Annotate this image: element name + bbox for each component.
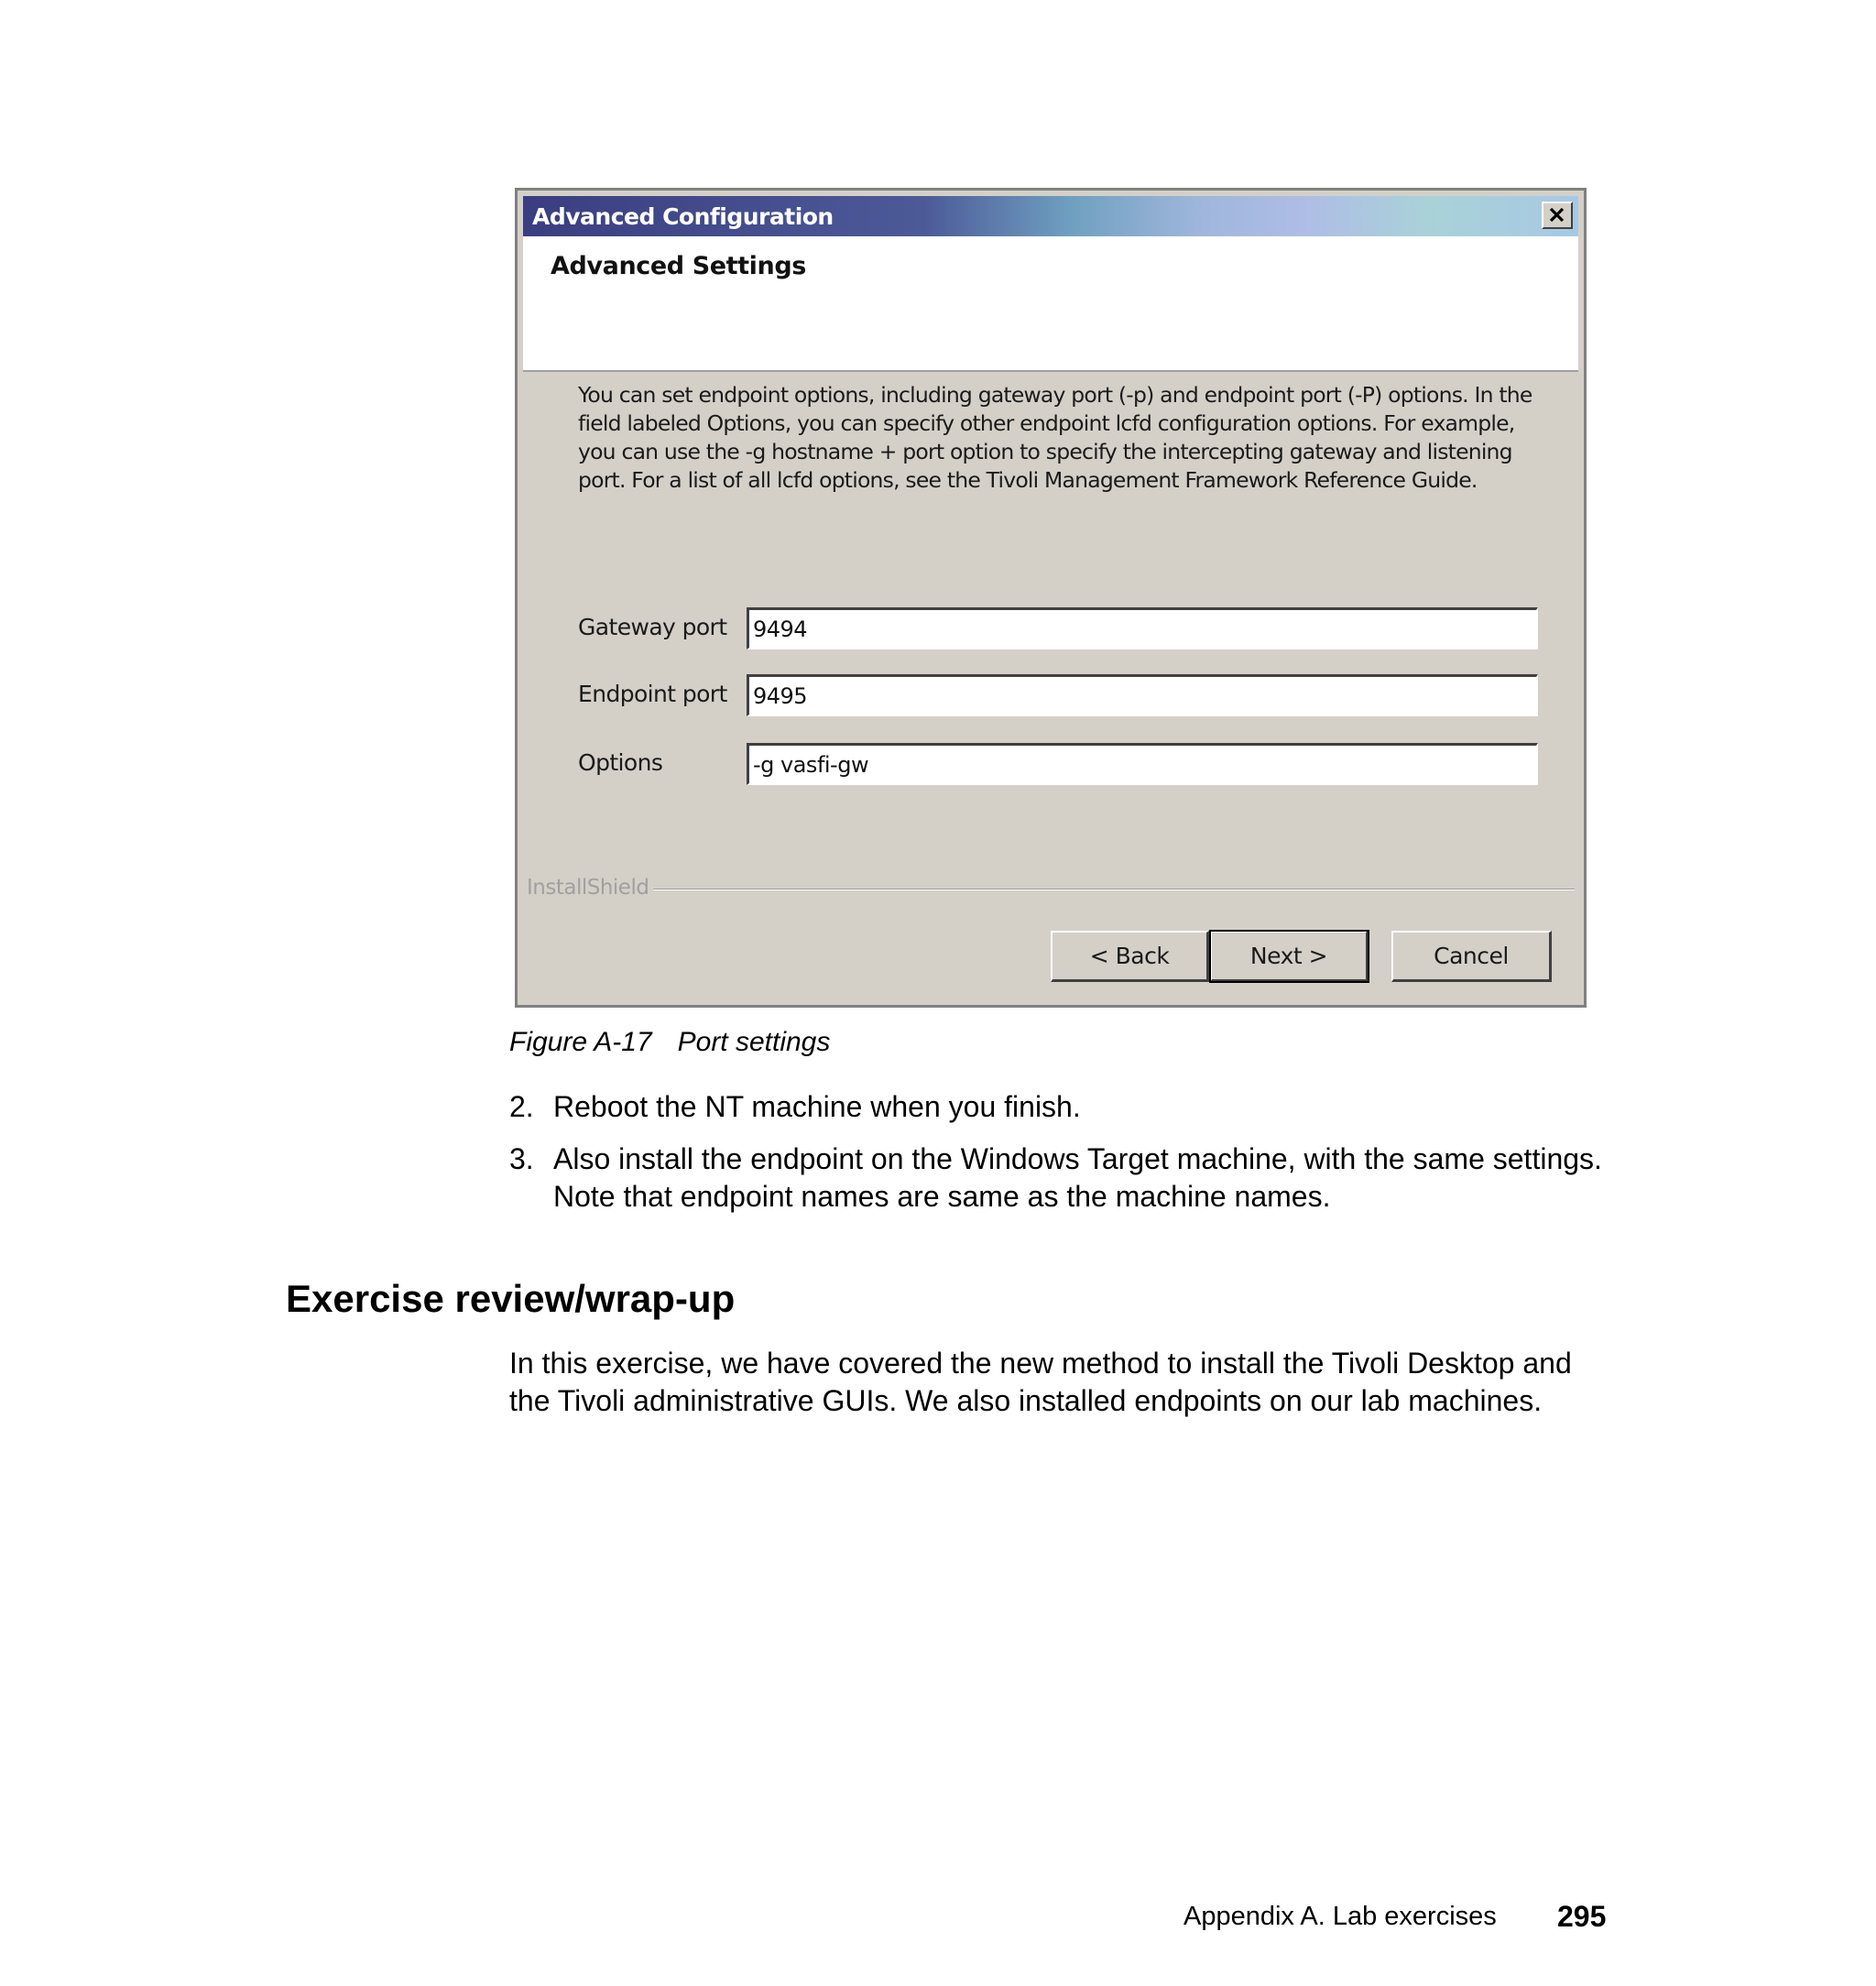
gateway-port-input[interactable] [747, 607, 1538, 649]
endpoint-port-label: Endpoint port [578, 681, 727, 707]
options-label: Options [578, 749, 663, 776]
dialog-header-panel [523, 236, 1578, 372]
close-icon [1543, 203, 1571, 227]
figure-title: Port settings [677, 1027, 831, 1057]
section-paragraph: In this exercise, we have covered the new method to install the Tivoli Desktop and the Tivoli administrative GUIs. We also installed endpoints on our lab machines. [509, 1347, 1572, 1417]
back-button[interactable]: < Back [1051, 931, 1209, 982]
dialog-titlebar [523, 196, 1578, 236]
step-number: 2. [509, 1090, 534, 1123]
figure-number: Figure A-17 [509, 1027, 652, 1057]
section-heading: Exercise review/wrap-up [286, 1277, 736, 1320]
gateway-port-label: Gateway port [578, 614, 727, 640]
footer-separator [653, 889, 1575, 890]
installshield-label: InstallShield [527, 876, 649, 900]
step-text: Also install the endpoint on the Windows Target machine, with the same settings. Note that endpoint names are same as the machine names. [553, 1142, 1602, 1213]
advanced-configuration-dialog [515, 188, 1587, 1008]
footer-chapter: Appendix A. Lab exercises [1183, 1902, 1497, 1931]
figure-caption [509, 1027, 830, 1058]
dialog-title: Advanced Configuration [532, 203, 834, 230]
page-number: 295 [1557, 1900, 1607, 1933]
step-number: 3. [509, 1142, 534, 1175]
dialog-description: You can set endpoint options, including gateway port (-p) and endpoint port (-P) options. In the field labeled Options, you can specify other endpoint lcfd configuration options. For example, you can use the -g hostname + port option to specify the intercepting gateway and listening port. For a list of all lcfd options, see the Tivoli Management Framework Reference Guide. [578, 382, 1532, 493]
options-input[interactable] [747, 743, 1538, 785]
next-button[interactable]: Next > [1210, 931, 1369, 982]
step-text: Reboot the NT machine when you finish. [553, 1090, 1081, 1123]
header-title: Advanced Settings [551, 252, 806, 280]
close-button[interactable] [1542, 202, 1573, 229]
cancel-button[interactable]: Cancel [1391, 931, 1552, 982]
endpoint-port-input[interactable] [747, 674, 1538, 716]
